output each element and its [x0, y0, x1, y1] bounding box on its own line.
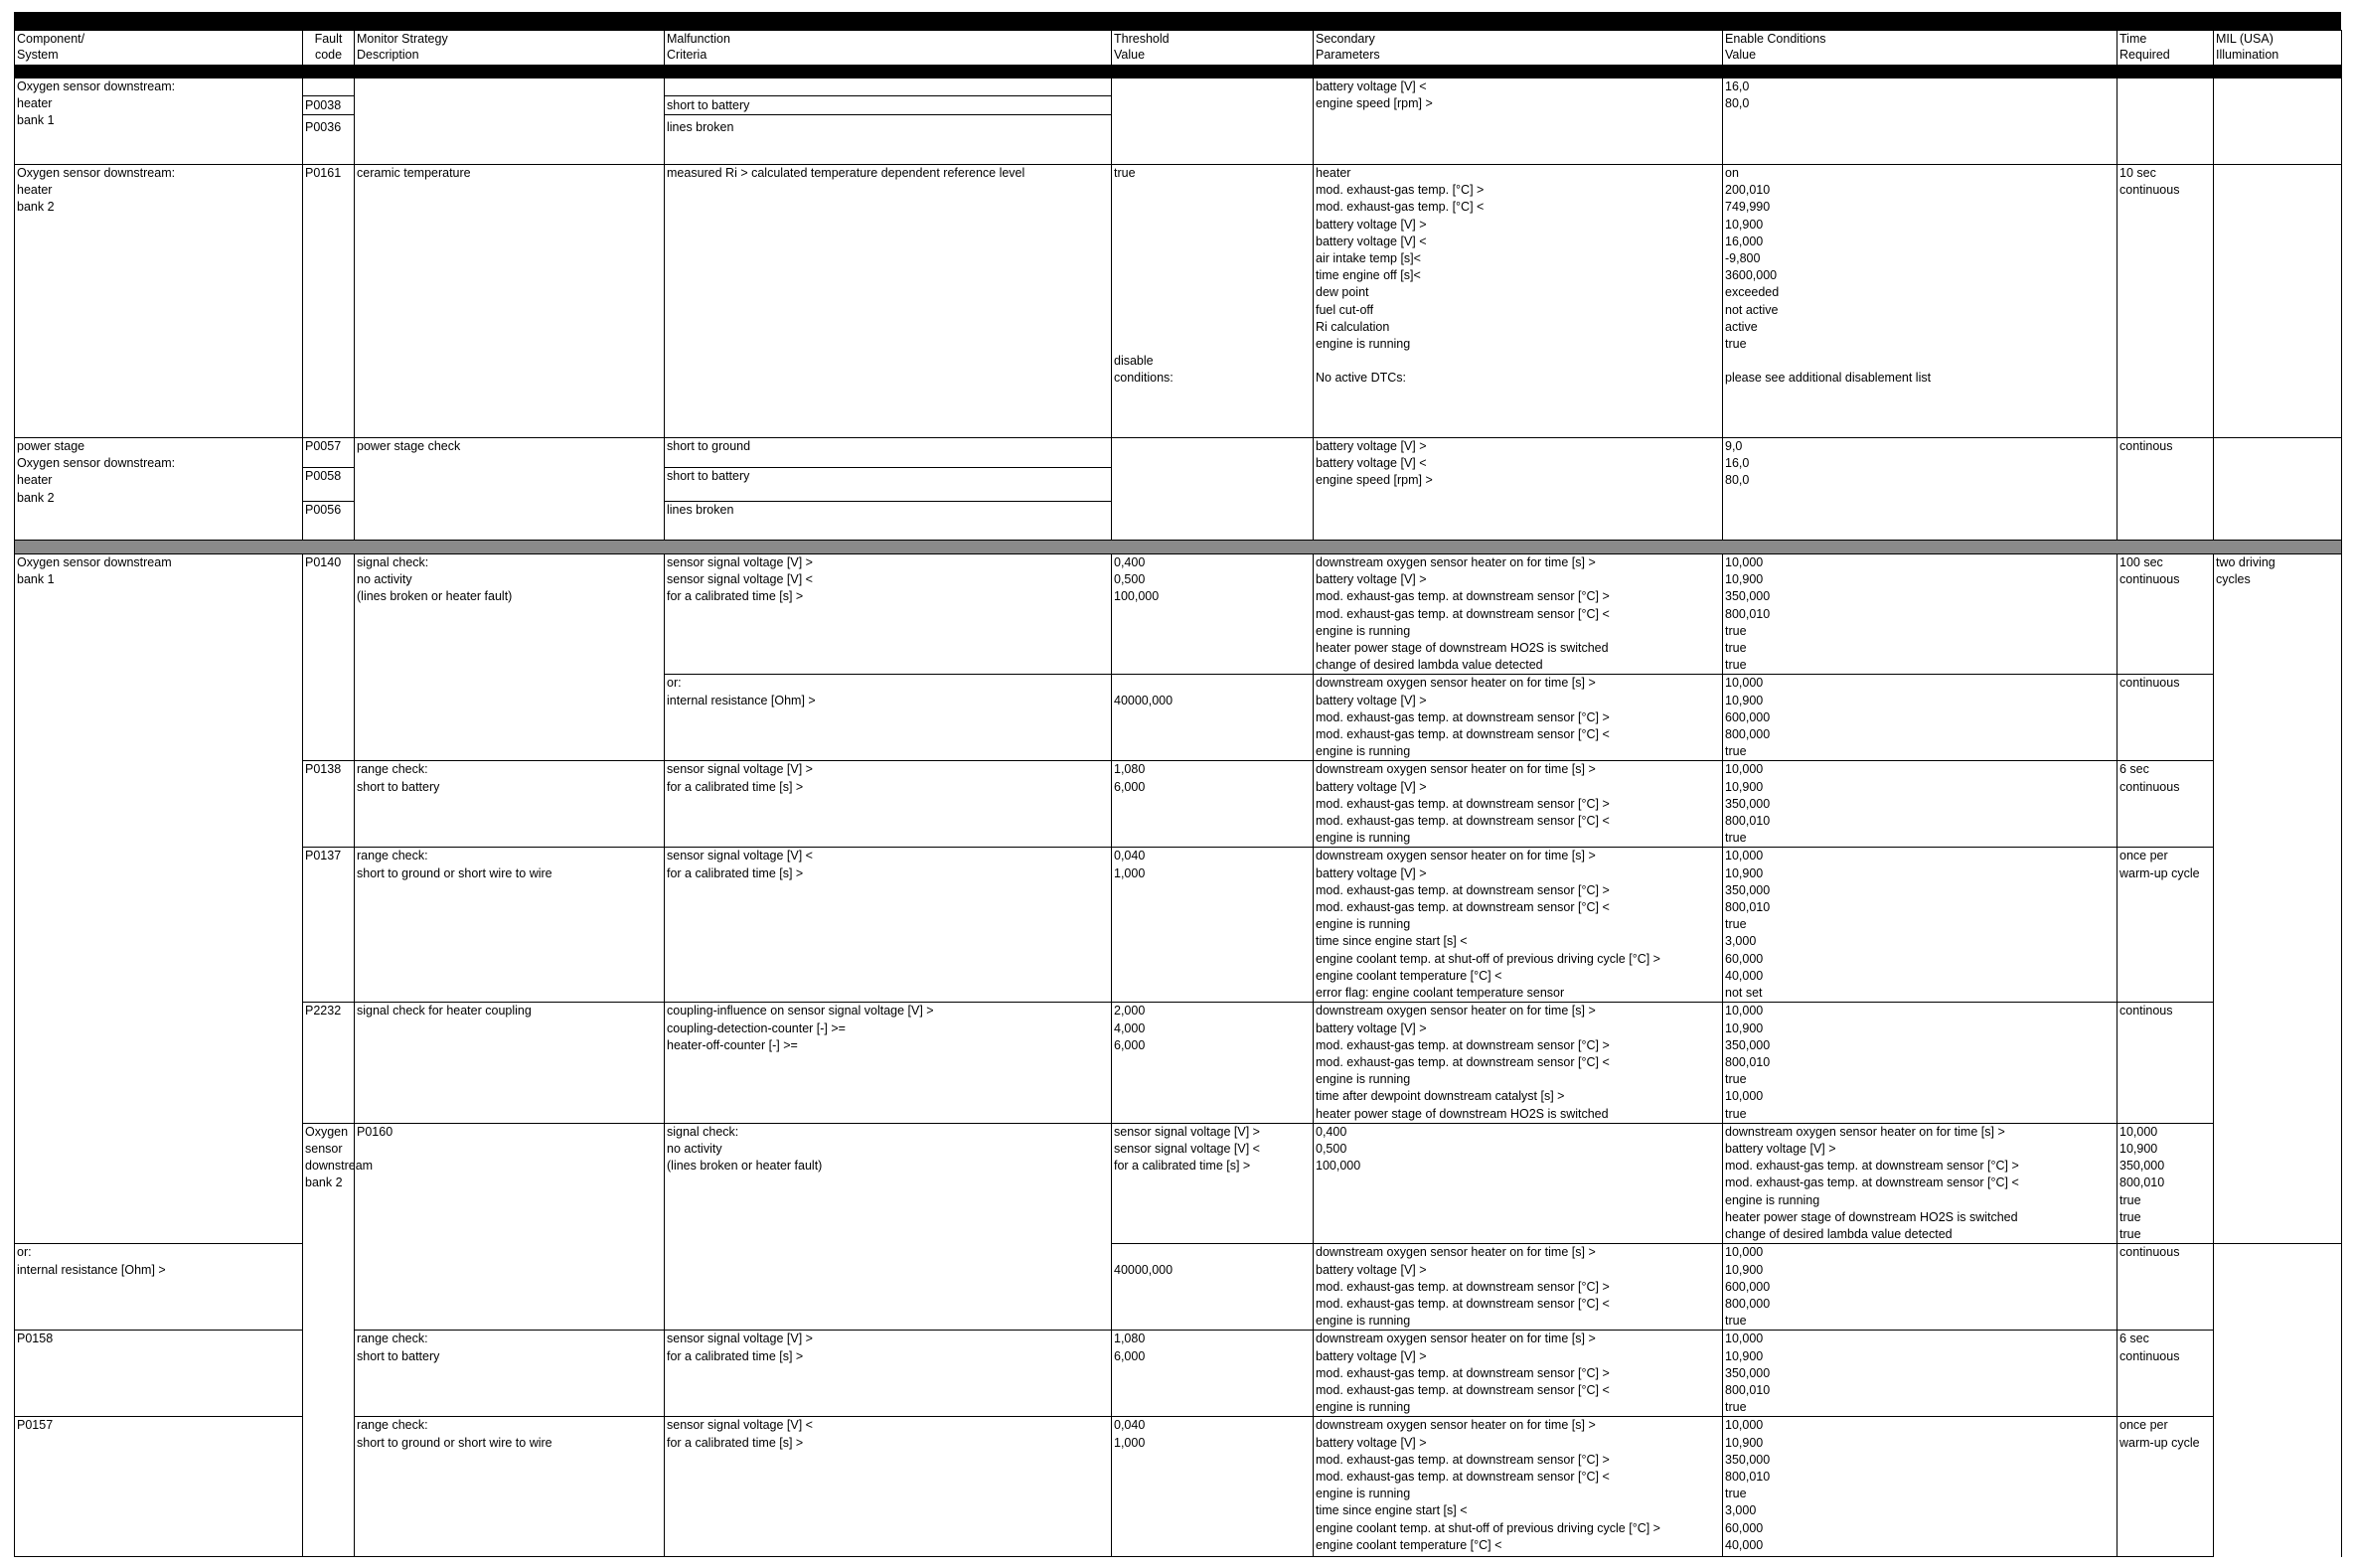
component-cell: Oxygen sensor downstream: heater bank 1 [15, 78, 303, 165]
criteria-cell [665, 78, 1112, 165]
criteria-cell: sensor signal voltage [V] < for a calibrated time [s] > [665, 1417, 1112, 1557]
table-row [15, 165, 2342, 438]
criteria: short to ground [667, 439, 751, 453]
criteria-cell: coupling-influence on sensor signal voltage [V] > coupling-detection-counter [-] >= heater-off-counter [-] >= [665, 1003, 1112, 1123]
header-row [15, 31, 2342, 66]
secondary-cell: battery voltage [V] < engine speed [rpm] > [1314, 78, 1723, 165]
header-malfunction: Malfunction Criteria [665, 31, 1112, 66]
mil-cell [2214, 165, 2342, 438]
separator-black [15, 66, 2342, 78]
component-cell: Oxygen sensor downstream bank 1 [15, 554, 303, 1244]
secondary-cell: downstream oxygen sensor heater on for time [s] > battery voltage [V] > mod. exhaust-gas temp. at downstream sensor [°C] > mod. exhaust-gas temp. at downstream sensor [°C] < engine is running [1314, 1331, 1723, 1417]
fault-code: P0138 [303, 761, 355, 848]
mil-cell [2214, 78, 2342, 165]
time-cell: once per warm-up cycle [2118, 1417, 2214, 1557]
threshold-cell: 1,080 6,000 [1112, 761, 1314, 848]
enable-cell: 10,000 10,900 600,000 800,000 true [1723, 1244, 2118, 1331]
threshold-cell [1112, 438, 1314, 541]
time-cell: continuous [2118, 675, 2214, 761]
header-component: Component/ System [15, 31, 303, 66]
mil-cell: two driving cycles [2214, 554, 2342, 1244]
secondary-cell: downstream oxygen sensor heater on for time [s] > battery voltage [V] > mod. exhaust-gas temp. at downstream sensor [°C] > mod. exhaust-gas temp. at downstream sensor [°C] < engine is running heater power stage of downstream HO2S is switched change of desired lambda value detected [1723, 1123, 2118, 1243]
threshold-disable-label: disable conditions: [1114, 354, 1174, 386]
fault-code: P0161 [303, 165, 355, 438]
header-enable: Enable Conditions Value [1723, 31, 2118, 66]
fault-code: P0137 [303, 848, 355, 1003]
fault-code-cell [303, 438, 355, 541]
component-cell: Oxygen sensor downstream: heater bank 2 [15, 165, 303, 438]
time-cell: continous [2118, 438, 2214, 541]
enable-cell: 10,000 10,900 350,000 800,010 true true true [1723, 554, 2118, 675]
time-cell: continous [2118, 1003, 2214, 1123]
table-row [15, 438, 2342, 541]
enable-cell: 16,0 80,0 [1723, 78, 2118, 165]
criteria-cell: sensor signal voltage [V] > for a calibrated time [s] > [665, 1331, 1112, 1417]
monitor-cell: range check: short to ground or short wire to wire [355, 848, 665, 1003]
criteria: short to battery [665, 467, 1111, 501]
time-cell: once per warm-up cycle [2118, 848, 2214, 1003]
criteria-cell: sensor signal voltage [V] > sensor signal voltage [V] < for a calibrated time [s] > [665, 554, 1112, 675]
fault-code: P2232 [303, 1003, 355, 1123]
enable-values: on 200,010 749,990 10,900 16,000 -9,800 3600,000 exceeded not active active true [1725, 166, 1780, 352]
secondary-cell: downstream oxygen sensor heater on for time [s] > battery voltage [V] > mod. exhaust-gas temp. at downstream sensor [°C] > mod. exhaust-gas temp. at downstream sensor [°C] < engine is running time since engine start [s] < engine coolant temp. at shut-off of previous driving cycle [°C] > engine coolant temperature [°C] < error flag: engine coolant temperature sensor [1314, 848, 1723, 1003]
monitor-cell: signal check for heater coupling [355, 1003, 665, 1123]
fault-code-cell [303, 78, 355, 165]
secondary-cell: downstream oxygen sensor heater on for time [s] > battery voltage [V] > mod. exhaust-gas temp. at downstream sensor [°C] > mod. exhaust-gas temp. at downstream sensor [°C] < engine is running time after dewpoint downstream catalyst [s] > heater power stage of downstream HO2S is switched [1314, 1003, 1723, 1123]
secondary-cell: downstream oxygen sensor heater on for time [s] > battery voltage [V] > mod. exhaust-gas temp. at downstream sensor [°C] > mod. exhaust-gas temp. at downstream sensor [°C] < engine is running [1314, 675, 1723, 761]
table-row [15, 1123, 2342, 1243]
enable-cell: 10,000 10,900 350,000 800,010 true [1723, 761, 2118, 848]
threshold-cell: 0,400 0,500 100,000 [1112, 554, 1314, 675]
secondary-cell: downstream oxygen sensor heater on for time [s] > battery voltage [V] > mod. exhaust-gas temp. at downstream sensor [°C] > mod. exhaust-gas temp. at downstream sensor [°C] < engine is running heater power stage of downstream HO2S is switched change of desired lambda value detected [1314, 554, 1723, 675]
component-cell: power stage Oxygen sensor downstream: heater bank 2 [15, 438, 303, 541]
enable-cell: 9,0 16,0 80,0 [1723, 438, 2118, 541]
time-cell [2118, 78, 2214, 165]
fault-code: P0140 [303, 554, 355, 761]
secondary-params: heater mod. exhaust-gas temp. [°C] > mod. exhaust-gas temp. [°C] < battery voltage [V] > battery voltage [V] < air intake temp [s]< time engine off [s]< dew point fuel cut-off Ri calculation engine is running [1316, 166, 1485, 352]
header-secondary: Secondary Parameters [1314, 31, 1723, 66]
fault-code: P0157 [15, 1417, 303, 1557]
enable-cell [1723, 165, 2118, 438]
top-black-bar [14, 12, 2341, 30]
secondary-cell: downstream oxygen sensor heater on for time [s] > battery voltage [V] > mod. exhaust-gas temp. at downstream sensor [°C] > mod. exhaust-gas temp. at downstream sensor [°C] < engine is running time since engine start [s] < engine coolant temp. at shut-off of previous driving cycle [°C] > engine coolant temperature [°C] < [1314, 1417, 1723, 1557]
criteria-cell: or: internal resistance [Ohm] > [665, 675, 1112, 761]
monitor-cell: range check: short to battery [355, 1331, 665, 1417]
monitor-cell: signal check: no activity (lines broken or heater fault) [665, 1123, 1112, 1330]
header-monitor: Monitor Strategy Description [355, 31, 665, 66]
table-row [15, 78, 2342, 165]
threshold-value: true [1114, 166, 1136, 180]
mil-cell [2214, 438, 2342, 541]
threshold-cell: 0,040 1,000 [1112, 848, 1314, 1003]
criteria-cell: sensor signal voltage [V] < for a calibrated time [s] > [665, 848, 1112, 1003]
criteria-cell: measured Ri > calculated temperature dependent reference level [665, 165, 1112, 438]
secondary-cell: downstream oxygen sensor heater on for time [s] > battery voltage [V] > mod. exhaust-gas temp. at downstream sensor [°C] > mod. exhaust-gas temp. at downstream sensor [°C] < engine is running [1314, 761, 1723, 848]
document-page [14, 12, 2341, 1557]
enable-cell: 10,000 10,900 350,000 800,010 true [1723, 1331, 2118, 1417]
header-time: Time Required [2118, 31, 2214, 66]
header-threshold: Threshold Value [1112, 31, 1314, 66]
table-row [15, 1003, 2342, 1123]
obd-monitor-table [14, 30, 2342, 1557]
table-row [15, 554, 2342, 675]
secondary-cell: downstream oxygen sensor heater on for time [s] > battery voltage [V] > mod. exhaust-gas temp. at downstream sensor [°C] > mod. exhaust-gas temp. at downstream sensor [°C] < engine is running [1314, 1244, 1723, 1331]
table-row [15, 1331, 2342, 1417]
time-cell: 6 sec continuous [2118, 761, 2214, 848]
monitor-cell: ceramic temperature [355, 165, 665, 438]
enable-cell: 10,000 10,900 350,000 800,010 true true true [2118, 1123, 2214, 1243]
threshold-cell: 1,080 6,000 [1112, 1331, 1314, 1417]
fault-code: P0056 [303, 501, 354, 532]
criteria [665, 78, 1111, 95]
monitor-cell: range check: short to ground or short wire to wire [355, 1417, 665, 1557]
monitor-cell: signal check: no activity (lines broken or heater fault) [355, 554, 665, 761]
monitor-cell: power stage check [355, 438, 665, 541]
threshold-cell [1112, 78, 1314, 165]
threshold-cell: 2,000 4,000 6,000 [1112, 1003, 1314, 1123]
table-row [15, 1417, 2342, 1557]
monitor-cell [355, 78, 665, 165]
table-row [15, 848, 2342, 1003]
criteria-cell: or: internal resistance [Ohm] > [15, 1244, 303, 1331]
monitor-cell: range check: short to battery [355, 761, 665, 848]
enable-cell: 10,000 10,900 350,000 800,010 true 10,000 true [1723, 1003, 2118, 1123]
secondary-cell [1314, 165, 1723, 438]
time-cell: 6 sec continuous [2118, 1331, 2214, 1417]
enable-disable: please see additional disablement list [1725, 371, 1932, 386]
fault-code: P0058 [303, 467, 354, 501]
threshold-cell: 0,400 0,500 100,000 [1314, 1123, 1723, 1243]
enable-cell: 10,000 10,900 350,000 800,010 true 3,000 60,000 40,000 [1723, 1417, 2118, 1557]
enable-cell: 10,000 10,900 600,000 800,000 true [1723, 675, 2118, 761]
fault-code: P0038 [303, 95, 354, 114]
fault-code [303, 78, 354, 95]
time-cell: 10 sec continuous [2118, 165, 2214, 438]
threshold-cell: 40000,000 [1112, 675, 1314, 761]
component-cell: Oxygen sensor downstream bank 2 [303, 1123, 355, 1556]
criteria: lines broken [665, 501, 1111, 532]
threshold-cell: 40000,000 [1112, 1244, 1314, 1331]
time-cell: continuous [2118, 1244, 2214, 1331]
separator-gray [15, 541, 2342, 554]
criteria-cell: sensor signal voltage [V] > sensor signal voltage [V] < for a calibrated time [s] > [1112, 1123, 1314, 1243]
threshold-cell [1112, 165, 1314, 438]
fault-code: P0036 [303, 114, 354, 136]
table-row [15, 761, 2342, 848]
time-cell: 100 sec continuous [2118, 554, 2214, 675]
criteria-cell: sensor signal voltage [V] > for a calibrated time [s] > [665, 761, 1112, 848]
enable-cell: 10,000 10,900 350,000 800,010 true 3,000 60,000 40,000 not set [1723, 848, 2118, 1003]
fault-code: P0158 [15, 1331, 303, 1417]
secondary-disable: No active DTCs: [1316, 371, 1406, 386]
fault-code: P0057 [305, 439, 342, 453]
criteria: short to battery [665, 95, 1111, 114]
criteria-cell [665, 438, 1112, 541]
secondary-cell: battery voltage [V] > battery voltage [V] < engine speed [rpm] > [1314, 438, 1723, 541]
threshold-cell: 0,040 1,000 [1112, 1417, 1314, 1557]
header-fault-code: Fault code [303, 31, 355, 66]
header-mil: MIL (USA) Illumination [2214, 31, 2342, 66]
fault-code: P0160 [355, 1123, 665, 1330]
criteria: lines broken [665, 114, 1111, 136]
